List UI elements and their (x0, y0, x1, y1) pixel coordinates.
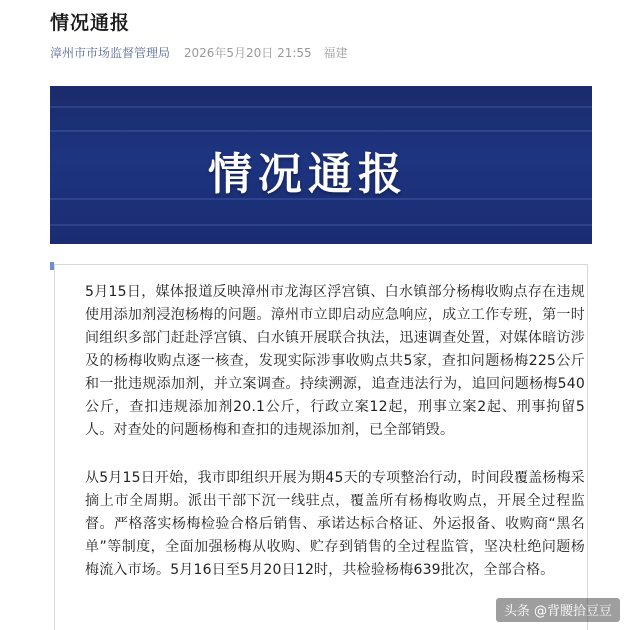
body-paragraph-1: 5月15日，媒体报道反映漳州市龙海区浮宫镇、白水镇部分杨梅收购点存在违规使用添加剂浸泡杨梅的问题。漳州市立即启动应急响应，成立工作专班，第一时间组织多部门赶赴浮宫镇、白水镇开展联合执法，迅速调查处置，对媒体暗访涉及的杨梅收购点逐一核查，发现实际涉事收购点共5家，查扣问题杨梅225公斤和一批违规添加剂，并立案调查。持续溯源，追查违法行为，追回问题杨梅540公斤，查扣违规添加剂20.1公斤，行政立案12起，刑事立案2起、刑事拘留5人。对查处的问题杨梅和查扣的违规添加剂，已全部销毁。 (85, 284, 585, 438)
banner-stripe (50, 106, 592, 108)
banner-image (50, 86, 592, 244)
account-name-link[interactable]: 漳州市市场监督管理局 (50, 46, 171, 60)
banner-title: 情况通报 (208, 149, 408, 200)
body-paragraph-2: 从5月15日开始，我市即组织开展为期45天的专项整治行动，时间段覆盖杨梅采摘上市全周期。派出干部下沉一线驻点，覆盖所有杨梅收购点，开展全过程监督。严格落实杨梅检验合格后销售、承诺达标合格证、外运报备、收购商“黑名单”等制度，全面加强杨梅从收购、贮存到销售的全过程监管，坚决杜绝问题杨梅流入市场。5月16日至5月20日12时，共检验杨梅639批次，全部合格。 (85, 470, 585, 578)
article-meta (50, 44, 348, 61)
banner-stripe (50, 224, 592, 226)
publish-date: 2026年5月20日 21:55 (183, 46, 312, 60)
publish-location: 福建 (323, 46, 348, 60)
article-title: 情况通报 (50, 12, 131, 34)
banner-stripe (50, 130, 592, 132)
source-watermark: 头条 @背腰拾豆豆 (496, 598, 620, 622)
